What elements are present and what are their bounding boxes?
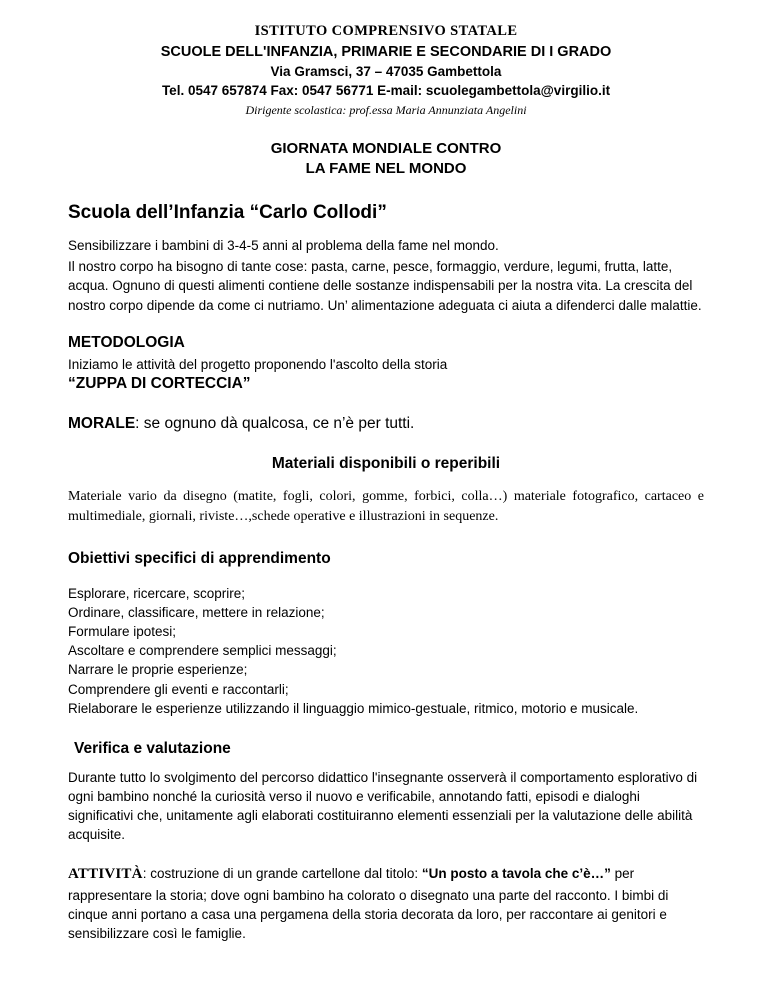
morale-paragraph — [68, 414, 704, 435]
header-institute-name: ISTITUTO COMPRENSIVO STATALE — [254, 23, 518, 39]
metodologia-text: Iniziamo le attività del progetto proponendo l'ascolto della storia — [68, 356, 448, 372]
materiali-heading: Materiali disponibili o reperibili — [271, 455, 501, 473]
list-item: Formulare ipotesi; — [68, 624, 177, 640]
obiettivi-list — [68, 584, 704, 718]
verifica-text: Durante tutto lo svolgimento del percorso didattico l'insegnante osserverà il comportamento esplorativo di ogni bambino nonché la curiosità verso il nuovo e verificabile, annotando fatti, episodi e dialoghi significativi che, unitamente agli elaborati costituiranno elementi essenziali per la valutazione delle abilità acquisite. — [68, 769, 698, 843]
school-heading: Scuola dell’Infanzia “Carlo Collodi” — [68, 202, 387, 224]
obiettivi-heading: Obiettivi specifici di apprendimento — [68, 549, 331, 567]
morale-label: MORALE — [68, 415, 136, 433]
header-contacts: Tel. 0547 657874 Fax: 0547 56771 E-mail: scuolegambettola@virgilio.it — [161, 83, 611, 99]
header-principal: Dirigente scolastica: prof.essa Maria Annunziata Angelini — [245, 102, 527, 117]
list-item: Ascoltare e comprendere semplici messaggi; — [68, 643, 337, 659]
story-title: “ZUPPA DI CORTECCIA” — [68, 375, 251, 393]
metodologia-heading: METODOLOGIA — [68, 333, 185, 351]
list-item: Ordinare, classificare, mettere in relazione; — [68, 604, 325, 620]
morale-text: : se ognuno dà qualcosa, ce n’è per tutti. — [135, 415, 415, 433]
attivita-bold-title: “Un posto a tavola che c’è…” — [421, 866, 611, 882]
header-schools-line: SCUOLE DELL'INFANZIA, PRIMARIE E SECONDARIE DI I GRADO — [160, 43, 612, 60]
list-item: Rielaborare le esperienze utilizzando il linguaggio mimico-gestuale, ritmico, motorio e musicale. — [68, 700, 639, 716]
document-header — [68, 22, 704, 119]
attivita-text-2: per rappresentare la storia; dove ogni bambino ha colorato o disegnato una parte del racconto. I bimbi di cinque anni portano a casa una pergamena della storia decorata da loro, per raccontare ai genitori e sensibilizzare così le famiglie. — [68, 866, 669, 942]
list-item: Comprendere gli eventi e raccontarli; — [68, 681, 289, 697]
header-address: Via Gramsci, 37 – 47035 Gambettola — [270, 63, 502, 79]
page-title-line-2: LA FAME NEL MONDO — [305, 160, 467, 178]
attivita-label: ATTIVITÀ — [68, 866, 143, 883]
page-title-line-1: GIORNATA MONDIALE CONTRO — [270, 139, 502, 157]
intro-paragraph-1: Sensibilizzare i bambini di 3-4-5 anni al problema della fame nel mondo. — [68, 238, 499, 254]
intro-paragraph-2: Il nostro corpo ha bisogno di tante cose: pasta, carne, pesce, formaggio, verdure, legumi, frutta, latte, acqua. Ognuno di questi alimenti contiene delle sostanze indispensabili per la nostra vita. La crescita del nostro corpo dipende da come ci nutriamo. Un’ alimentazione adeguata ci aiuta a difenderci dalle malattie. — [68, 259, 702, 313]
attivita-text-1: : costruzione di un grande cartellone dal titolo: — [142, 866, 422, 882]
materiali-text: Materiale vario da disegno (matite, fogli, colori, gomme, forbici, colla…) materiale fotografico, cartaceo e multimediale, giornali, riviste…,schede operative e illustrazioni in sequenze. — [68, 489, 704, 525]
list-item: Esplorare, ricercare, scoprire; — [68, 585, 246, 601]
page-title — [68, 139, 704, 180]
verifica-heading: Verifica e valutazione — [74, 739, 231, 757]
attivita-paragraph — [68, 864, 704, 943]
list-item: Narrare le proprie esperienze; — [68, 662, 248, 678]
